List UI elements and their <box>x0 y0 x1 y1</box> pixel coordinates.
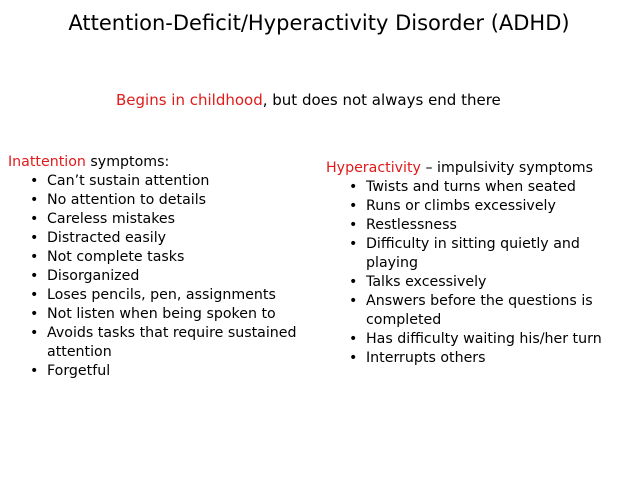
subtitle-highlight: Begins in childhood <box>116 91 263 109</box>
list-item-text: Runs or climbs excessively <box>366 198 556 214</box>
list-item <box>30 324 313 362</box>
list-item-text: Has difficulty waiting his/her turn <box>366 331 602 347</box>
bullet-icon: • <box>349 274 358 290</box>
bullet-icon: • <box>30 192 39 208</box>
list-item <box>30 248 313 267</box>
bullet-icon: • <box>30 211 39 227</box>
subtitle <box>116 90 501 110</box>
list-item <box>30 210 313 229</box>
subtitle-rest: , but does not always end there <box>262 91 501 109</box>
list-item <box>30 172 313 191</box>
list-item <box>30 191 313 210</box>
list-item <box>349 235 631 273</box>
bullet-icon: • <box>349 217 358 233</box>
list-item-text: Answers before the questions is completed <box>366 293 593 328</box>
list-item <box>349 330 631 349</box>
list-item <box>30 229 313 248</box>
bullet-icon: • <box>349 236 358 252</box>
list-item-text: Avoids tasks that require sustained attention <box>47 325 297 360</box>
hyperactivity-column <box>326 159 631 368</box>
bullet-icon: • <box>30 249 39 265</box>
list-item-text: Distracted easily <box>47 230 167 246</box>
list-item <box>30 305 313 324</box>
hyperactivity-list <box>349 178 631 368</box>
list-item-text: Interrupts others <box>366 350 486 366</box>
bullet-icon: • <box>349 350 358 366</box>
list-item-text: Talks excessively <box>366 274 487 290</box>
list-item <box>349 216 631 235</box>
bullet-icon: • <box>349 198 358 214</box>
list-item-text: Twists and turns when seated <box>366 179 576 195</box>
list-item-text: Can’t sustain attention <box>47 173 210 189</box>
hyperactivity-heading-highlight: Hyperactivity <box>326 160 421 176</box>
bullet-icon: • <box>30 268 39 284</box>
list-item-text: Not complete tasks <box>47 249 185 265</box>
bullet-icon: • <box>349 179 358 195</box>
list-item <box>30 362 313 381</box>
bullet-icon: • <box>30 230 39 246</box>
bullet-icon: • <box>30 306 39 322</box>
list-item-text: Disorganized <box>47 268 140 284</box>
bullet-icon: • <box>30 173 39 189</box>
slide-title: Attention-Deficit/Hyperactivity Disorder (ADHD) <box>68 11 570 35</box>
list-item-text: Restlessness <box>366 217 457 233</box>
list-item <box>349 273 631 292</box>
inattention-heading-highlight: Inattention <box>8 154 86 170</box>
inattention-heading-rest: symptoms: <box>85 154 170 170</box>
list-item-text: Difficulty in sitting quietly and playing <box>366 236 580 271</box>
list-item <box>30 286 313 305</box>
list-item <box>349 197 631 216</box>
list-item <box>30 267 313 286</box>
list-item-text: Not listen when being spoken to <box>47 306 276 322</box>
list-item-text: Loses pencils, pen, assignments <box>47 287 276 303</box>
inattention-list <box>30 172 313 381</box>
bullet-icon: • <box>349 293 358 309</box>
hyperactivity-heading <box>326 159 631 178</box>
bullet-icon: • <box>30 325 39 341</box>
bullet-icon: • <box>30 363 39 379</box>
list-item-text: Careless mistakes <box>47 211 176 227</box>
inattention-heading <box>8 153 313 172</box>
bullet-icon: • <box>30 287 39 303</box>
inattention-column <box>8 153 313 381</box>
list-item-text: Forgetful <box>47 363 111 379</box>
list-item-text: No attention to details <box>47 192 207 208</box>
list-item <box>349 349 631 368</box>
list-item <box>349 292 631 330</box>
hyperactivity-heading-rest: – impulsivity symptoms <box>420 160 593 176</box>
bullet-icon: • <box>349 331 358 347</box>
list-item <box>349 178 631 197</box>
